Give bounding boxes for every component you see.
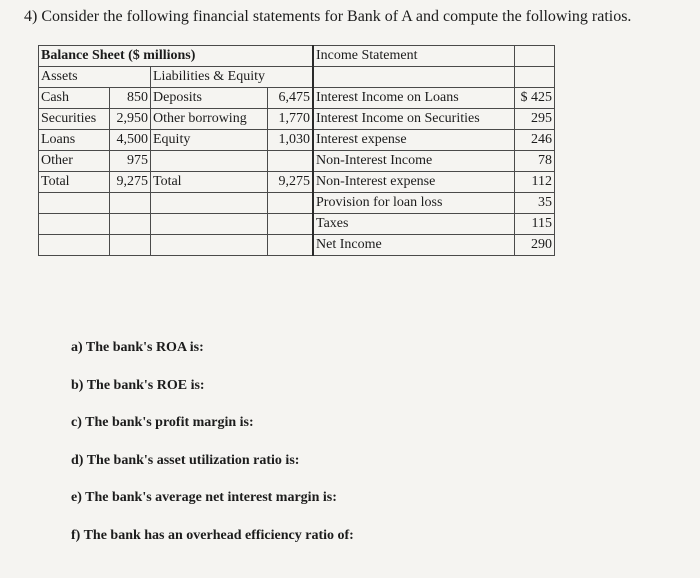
- asset-securities-value: 2,950: [110, 109, 151, 130]
- table-row: [39, 172, 555, 193]
- liabilities-label: Liabilities & Equity: [151, 67, 314, 88]
- table-row: [39, 235, 555, 256]
- income-label: Non-Interest Income: [313, 151, 515, 172]
- income-label: Interest Income on Securities: [313, 109, 515, 130]
- income-value: 115: [515, 214, 555, 235]
- asset-other-value: 975: [110, 151, 151, 172]
- liability-equity-value: 1,030: [268, 130, 314, 151]
- liability-total-value: 9,275: [268, 172, 314, 193]
- table-row: [39, 130, 555, 151]
- question-a: a) The bank's ROA is:: [71, 340, 204, 355]
- asset-total-value: 9,275: [110, 172, 151, 193]
- asset-cash: Cash: [39, 88, 110, 109]
- financial-statements-table: [38, 45, 555, 256]
- question-d: d) The bank's asset utilization ratio is:: [71, 452, 300, 468]
- table-row: [39, 193, 555, 214]
- asset-total: Total: [39, 172, 110, 193]
- income-label: Non-Interest expense: [313, 172, 515, 193]
- table-row: [39, 88, 555, 109]
- liability-other-borrowing: Other borrowing: [151, 109, 268, 130]
- asset-loans: Loans: [39, 130, 110, 151]
- table-row: [39, 67, 555, 88]
- problem-title: 4) Consider the following financial statements for Bank of A and compute the following ratios.: [24, 8, 632, 25]
- income-label: Taxes: [313, 214, 515, 235]
- asset-loans-value: 4,500: [110, 130, 151, 151]
- question-b: b) The bank's ROE is:: [71, 377, 205, 393]
- income-label: Provision for loan loss: [313, 193, 515, 214]
- income-label: Interest Income on Loans: [313, 88, 515, 109]
- income-value: 35: [515, 193, 555, 214]
- table-row: [39, 214, 555, 235]
- liability-other-borrowing-value: 1,770: [268, 109, 314, 130]
- income-value: 112: [515, 172, 555, 193]
- table-header-row: [39, 46, 555, 67]
- income-label: Net Income: [313, 235, 515, 256]
- table-row: [39, 151, 555, 172]
- assets-label: Assets: [39, 67, 151, 88]
- income-value: $ 425: [515, 88, 555, 109]
- asset-securities: Securities: [39, 109, 110, 130]
- liability-deposits: Deposits: [151, 88, 268, 109]
- income-value: 295: [515, 109, 555, 130]
- income-value: 78: [515, 151, 555, 172]
- asset-cash-value: 850: [110, 88, 151, 109]
- asset-other: Other: [39, 151, 110, 172]
- income-value: 290: [515, 235, 555, 256]
- question-f: f) The bank has an overhead efficiency ratio of:: [71, 527, 354, 543]
- liability-total: Total: [151, 172, 268, 193]
- table-row: [39, 109, 555, 130]
- income-label: Interest expense: [313, 130, 515, 151]
- balance-sheet-header: Balance Sheet ($ millions): [39, 46, 314, 67]
- question-e: e) The bank's average net interest margin is:: [71, 490, 337, 505]
- liability-equity: Equity: [151, 130, 268, 151]
- liability-deposits-value: 6,475: [268, 88, 314, 109]
- income-statement-header: Income Statement: [313, 46, 515, 67]
- income-value: 246: [515, 130, 555, 151]
- question-c: c) The bank's profit margin is:: [71, 415, 254, 430]
- question-list: [71, 338, 354, 563]
